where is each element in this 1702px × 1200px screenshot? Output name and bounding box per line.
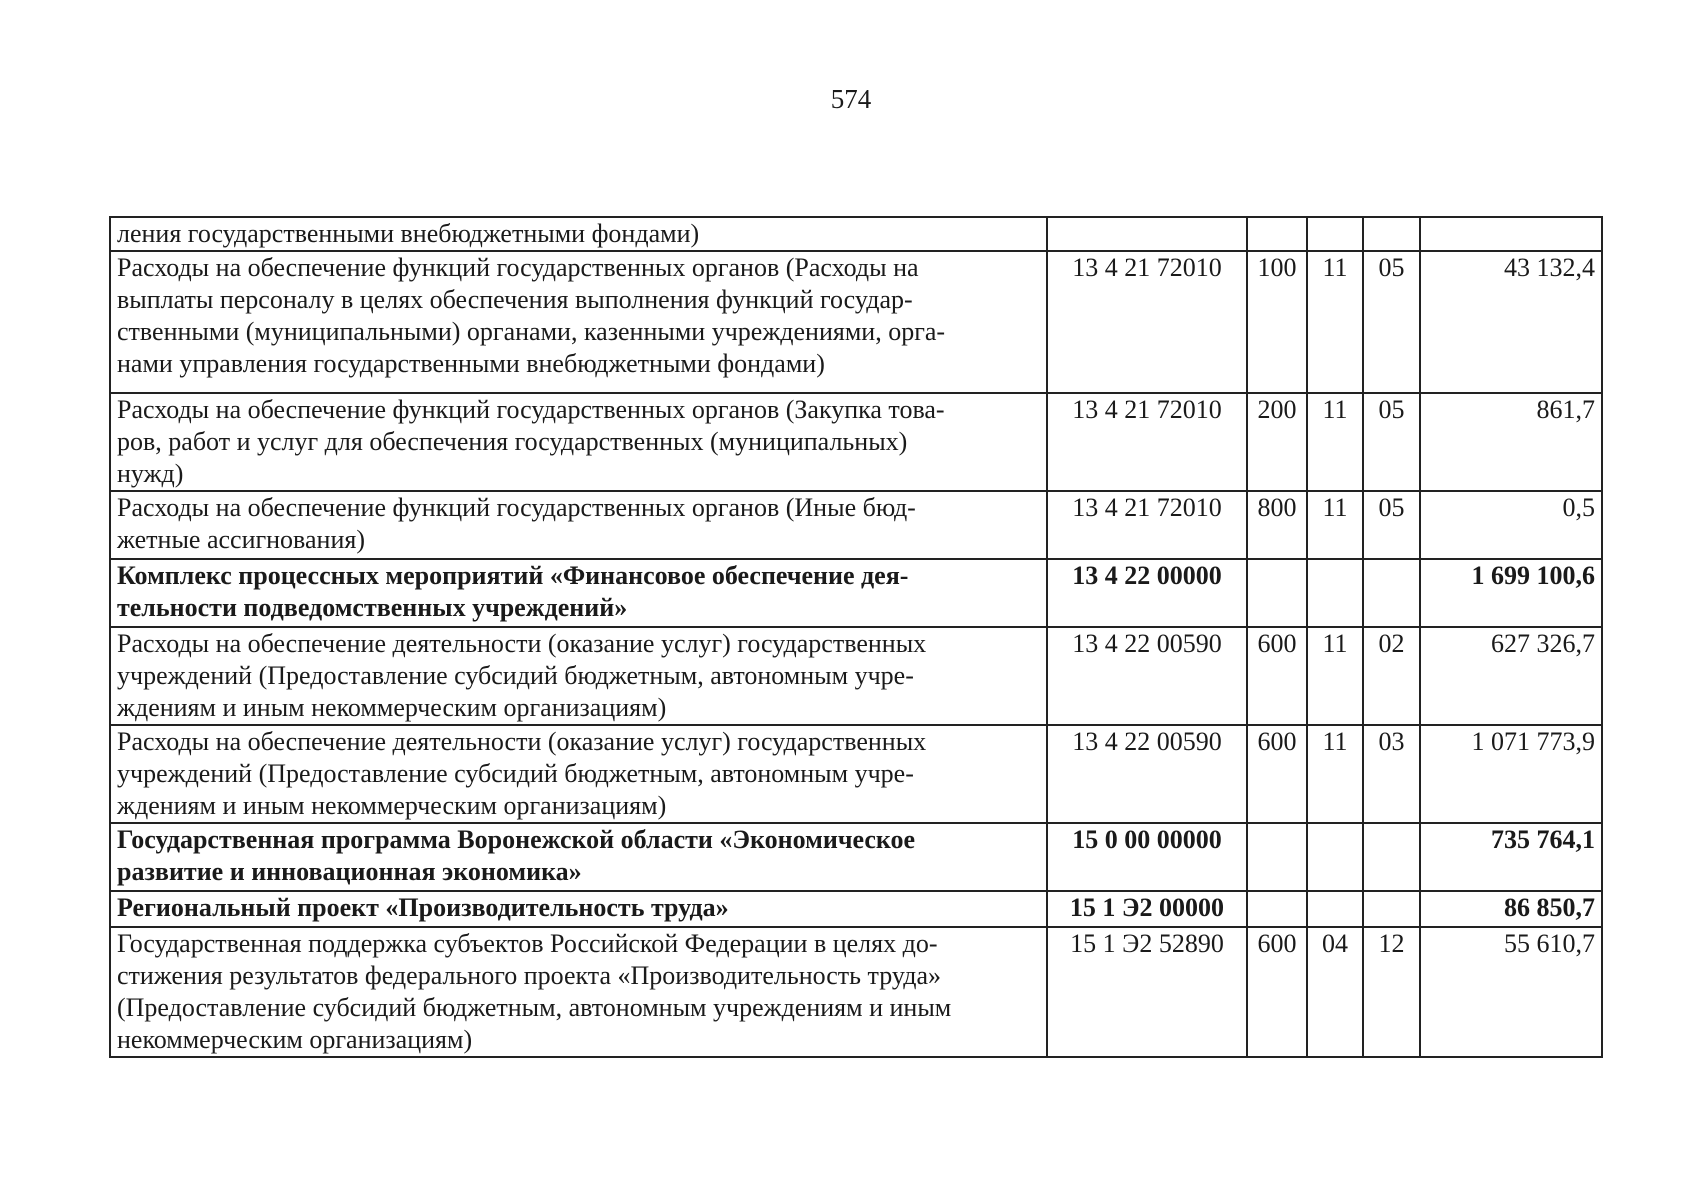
description-line: Расходы на обеспечение деятельности (оказание услуг) государственных (117, 629, 927, 658)
target-article-code (1047, 217, 1247, 251)
subsection-code: 12 (1363, 927, 1420, 1057)
row-description (110, 627, 1047, 725)
description-line: нами управления государственными внебюджетными фондами) (117, 349, 825, 378)
table-body (110, 217, 1602, 1057)
section-code (1307, 217, 1363, 251)
table-row (110, 725, 1602, 823)
subsection-code: 05 (1363, 491, 1420, 559)
table-row (110, 891, 1602, 927)
row-description (110, 217, 1047, 251)
description-line: тельности подведомственных учреждений» (117, 593, 628, 622)
row-description (110, 725, 1047, 823)
subsection-code: 05 (1363, 393, 1420, 491)
expense-type-code: 600 (1247, 927, 1307, 1057)
description-line: Расходы на обеспечение функций государственных органов (Закупка това- (117, 395, 945, 424)
expense-type-code (1247, 559, 1307, 627)
subsection-code: 02 (1363, 627, 1420, 725)
amount: 55 610,7 (1420, 927, 1602, 1057)
amount: 735 764,1 (1420, 823, 1602, 891)
section-code: 11 (1307, 393, 1363, 491)
row-description (110, 927, 1047, 1057)
description-line: (Предоставление субсидий бюджетным, автономным учреждениям и иным (117, 993, 952, 1022)
table-row (110, 823, 1602, 891)
description-line: нужд) (117, 459, 184, 488)
row-description (110, 251, 1047, 393)
description-line: стижения результатов федерального проекта «Производительность труда» (117, 961, 941, 990)
description-line: Государственная программа Воронежской области «Экономическое (117, 825, 916, 854)
description-line: Государственная поддержка субъектов Российской Федерации в целях до- (117, 929, 938, 958)
table-row (110, 627, 1602, 725)
table-row (110, 217, 1602, 251)
section-code (1307, 891, 1363, 927)
amount: 86 850,7 (1420, 891, 1602, 927)
target-article-code: 15 0 00 00000 (1047, 823, 1247, 891)
amount: 1 699 100,6 (1420, 559, 1602, 627)
description-line: ления государственными внебюджетными фондами) (117, 219, 700, 248)
description-line: Расходы на обеспечение деятельности (оказание услуг) государственных (117, 727, 927, 756)
subsection-code (1363, 891, 1420, 927)
target-article-code: 13 4 22 00000 (1047, 559, 1247, 627)
target-article-code: 13 4 21 72010 (1047, 393, 1247, 491)
target-article-code: 15 1 Э2 52890 (1047, 927, 1247, 1057)
table-row (110, 251, 1602, 393)
section-code (1307, 823, 1363, 891)
section-code: 11 (1307, 251, 1363, 393)
amount: 43 132,4 (1420, 251, 1602, 393)
subsection-code (1363, 217, 1420, 251)
section-code: 04 (1307, 927, 1363, 1057)
section-code: 11 (1307, 491, 1363, 559)
description-line: Комплекс процессных мероприятий «Финансовое обеспечение дея- (117, 561, 909, 590)
description-line: учреждений (Предоставление субсидий бюджетным, автономным учре- (117, 661, 914, 690)
description-line: выплаты персоналу в целях обеспечения выполнения функций государ- (117, 285, 913, 314)
description-line: учреждений (Предоставление субсидий бюджетным, автономным учре- (117, 759, 914, 788)
description-line: развитие и инновационная экономика» (117, 857, 582, 886)
subsection-code: 05 (1363, 251, 1420, 393)
subsection-code (1363, 559, 1420, 627)
row-description (110, 559, 1047, 627)
target-article-code: 13 4 22 00590 (1047, 725, 1247, 823)
amount: 627 326,7 (1420, 627, 1602, 725)
expense-type-code: 200 (1247, 393, 1307, 491)
expense-type-code: 100 (1247, 251, 1307, 393)
amount (1420, 217, 1602, 251)
expense-type-code (1247, 217, 1307, 251)
page-number: 574 (830, 84, 872, 114)
row-description (110, 491, 1047, 559)
description-line: ждениям и иным некоммерческим организациям) (117, 693, 667, 722)
target-article-code: 15 1 Э2 00000 (1047, 891, 1247, 927)
table-row (110, 393, 1602, 491)
description-line: Расходы на обеспечение функций государственных органов (Расходы на (117, 253, 919, 282)
amount: 0,5 (1420, 491, 1602, 559)
table-row (110, 559, 1602, 627)
expense-type-code (1247, 823, 1307, 891)
table-row (110, 491, 1602, 559)
subsection-code (1363, 823, 1420, 891)
description-line: ственными (муниципальными) органами, казенными учреждениями, орга- (117, 317, 946, 346)
description-line: ров, работ и услуг для обеспечения государственных (муниципальных) (117, 427, 908, 456)
amount: 861,7 (1420, 393, 1602, 491)
description-line: некоммерческим организациям) (117, 1025, 473, 1054)
description-line: Региональный проект «Производительность труда» (117, 893, 729, 922)
expense-type-code: 600 (1247, 627, 1307, 725)
row-description (110, 891, 1047, 927)
section-code: 11 (1307, 627, 1363, 725)
section-code (1307, 559, 1363, 627)
subsection-code: 03 (1363, 725, 1420, 823)
row-description (110, 823, 1047, 891)
target-article-code: 13 4 21 72010 (1047, 251, 1247, 393)
expense-type-code: 800 (1247, 491, 1307, 559)
expense-type-code: 600 (1247, 725, 1307, 823)
table-row (110, 927, 1602, 1057)
section-code: 11 (1307, 725, 1363, 823)
amount: 1 071 773,9 (1420, 725, 1602, 823)
expense-type-code (1247, 891, 1307, 927)
target-article-code: 13 4 21 72010 (1047, 491, 1247, 559)
row-description (110, 393, 1047, 491)
budget-table (109, 216, 1603, 1058)
description-line: жетные ассигнования) (117, 525, 365, 554)
description-line: ждениям и иным некоммерческим организациям) (117, 791, 667, 820)
target-article-code: 13 4 22 00590 (1047, 627, 1247, 725)
description-line: Расходы на обеспечение функций государственных органов (Иные бюд- (117, 493, 916, 522)
